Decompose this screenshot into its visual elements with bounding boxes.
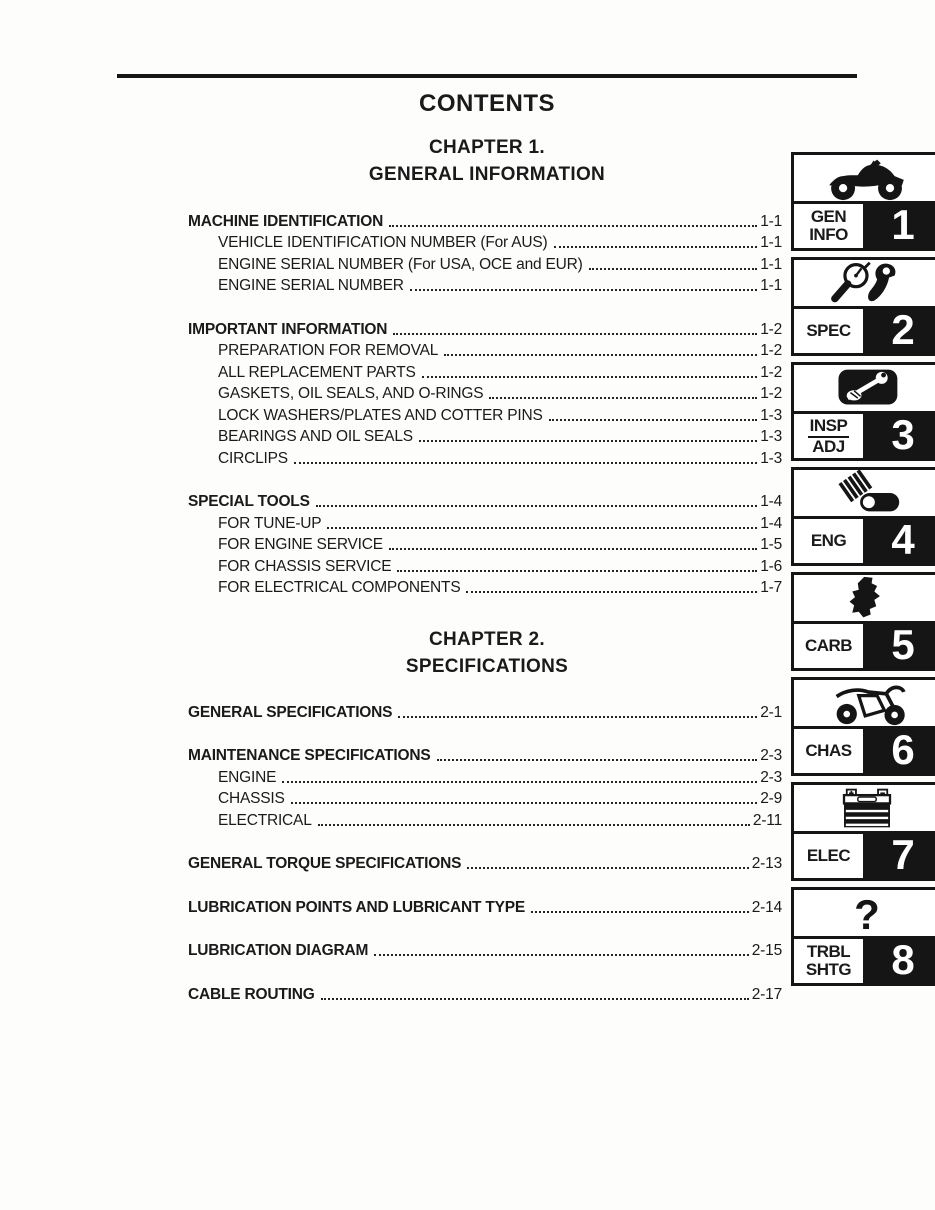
toc-entry-label: ELECTRICAL (218, 811, 312, 829)
toc-entry (188, 939, 782, 961)
page-ref: 2-11 (752, 811, 782, 829)
tab-number: 6 (866, 729, 935, 773)
tab-trbl-shtg (791, 887, 935, 986)
toc-entry (188, 360, 782, 382)
tab-chas (791, 677, 935, 776)
tab-elec (791, 782, 935, 881)
toc-entry-label: FOR CHASSIS SERVICE (218, 557, 392, 575)
toc-entry (188, 895, 782, 917)
chassis-frame-icon (809, 680, 925, 726)
tab-label: CARB (794, 624, 866, 668)
toc-entry-label: GENERAL TORQUE SPECIFICATIONS (188, 855, 462, 872)
page-ref: 1-6 (760, 557, 782, 575)
chapter2-heading-line1: CHAPTER 2. (429, 629, 545, 650)
chapter1-toc (188, 209, 782, 597)
toc-entry-label: CHASSIS (218, 790, 285, 807)
toc-entry-label: ALL REPLACEMENT PARTS (218, 363, 416, 381)
toc-entry-label: SPECIAL TOOLS (188, 493, 310, 510)
hand-wrench-icon (809, 365, 925, 411)
page-ref: 2-15 (751, 942, 782, 959)
page-ref: 1-3 (760, 428, 782, 445)
toc-entry (188, 231, 782, 253)
toc-entry (188, 554, 782, 576)
atv-icon (809, 155, 925, 201)
toc-entry (188, 252, 782, 274)
dot-leader (531, 911, 749, 913)
toc-entry-label: LUBRICATION DIAGRAM (188, 942, 369, 959)
page-ref: 1-1 (760, 234, 782, 251)
dot-leader (389, 225, 757, 227)
page-ref: 1-2 (760, 342, 782, 359)
toc-entry-label: LUBRICATION POINTS AND LUBRICANT TYPE (188, 898, 526, 916)
toc-entry (188, 274, 782, 296)
dot-leader (589, 268, 758, 270)
toc-entry-label: PREPARATION FOR REMOVAL (218, 342, 439, 359)
toc-entry-label: FOR TUNE-UP (218, 514, 322, 532)
dot-leader (554, 246, 758, 248)
dot-leader (282, 781, 757, 783)
dial-gauge-icon (809, 260, 925, 306)
toc-entry-label: CABLE ROUTING (188, 985, 315, 1003)
page-ref: 1-3 (760, 449, 782, 467)
toc-entry-label: IMPORTANT INFORMATION (188, 320, 388, 338)
toc-entry (188, 982, 782, 1004)
toc-entry (188, 382, 782, 404)
dot-leader (327, 527, 757, 529)
toc-entry (188, 339, 782, 361)
tab-number: 7 (866, 834, 935, 878)
tab-number: 1 (866, 204, 935, 248)
page-ref: 2-1 (760, 703, 782, 721)
tab-label: GEN INFO (794, 204, 866, 248)
page-ref: 2-17 (751, 985, 782, 1003)
dot-leader (489, 397, 757, 399)
page-ref: 1-5 (760, 536, 782, 553)
page-ref: 1-2 (760, 363, 782, 381)
toc-entry (188, 808, 782, 830)
dot-leader (318, 824, 750, 826)
tab-number: 8 (866, 939, 935, 983)
toc-entry (188, 446, 782, 468)
dot-leader (316, 505, 757, 507)
toc-entry-label: ENGINE SERIAL NUMBER (218, 277, 404, 294)
toc-entry (188, 765, 782, 787)
tab-number: 5 (866, 624, 935, 668)
tab-label: TRBL SHTG (794, 939, 866, 983)
page-ref: 1-1 (760, 277, 782, 294)
chapter2-heading-line2: SPECIFICATIONS (405, 656, 569, 677)
toc-entry-label: ENGINE (218, 768, 277, 786)
page-ref: 2-3 (760, 768, 782, 786)
dot-leader (419, 440, 757, 442)
dot-leader (444, 354, 757, 356)
chapter-tab-sidebar (791, 152, 935, 992)
dot-leader (389, 548, 757, 550)
toc-entry-label: BEARINGS AND OIL SEALS (218, 428, 413, 445)
toc-entry-label: FOR ENGINE SERVICE (218, 536, 383, 553)
tab-label: ELEC (794, 834, 866, 878)
toc-entry (188, 511, 782, 533)
tab-carb (791, 572, 935, 671)
battery-icon (809, 785, 925, 831)
page-ref: 1-2 (760, 385, 782, 402)
tab-eng (791, 467, 935, 566)
dot-leader (398, 716, 757, 718)
chapter2-heading (117, 626, 857, 680)
dot-leader (422, 376, 758, 378)
dot-leader (437, 759, 758, 761)
toc-entry (188, 209, 782, 231)
dot-leader (291, 802, 758, 804)
chapter2-toc (188, 700, 782, 1004)
toc-entry (188, 787, 782, 809)
chapter1-heading (117, 134, 857, 188)
tab-number: 3 (866, 414, 935, 458)
toc-entry-label: MACHINE IDENTIFICATION (188, 212, 384, 230)
toc-entry-label: ENGINE SERIAL NUMBER (For USA, OCE and EUR) (218, 255, 583, 273)
toc-entry-label: CIRCLIPS (218, 449, 288, 467)
page-ref: 2-13 (751, 855, 782, 872)
page-ref: 1-4 (760, 493, 782, 510)
toc-entry (188, 425, 782, 447)
toc-entry-label: GASKETS, OIL SEALS, AND O-RINGS (218, 385, 484, 402)
toc-entry (188, 744, 782, 766)
toc-entry (188, 490, 782, 512)
page-title: CONTENTS (419, 90, 555, 117)
carburetor-icon (809, 575, 925, 621)
question-mark-icon: ? (854, 891, 880, 936)
engine-cylinder-icon (809, 470, 925, 516)
dot-leader (467, 867, 749, 869)
dot-leader (466, 591, 757, 593)
tab-label: INSP ADJ (794, 414, 866, 458)
toc-entry (188, 852, 782, 874)
page-ref: 2-9 (760, 790, 782, 807)
page-ref: 1-1 (760, 255, 782, 273)
page-ref: 1-2 (760, 320, 782, 338)
toc-entry-label: LOCK WASHERS/PLATES AND COTTER PINS (218, 406, 543, 424)
page-ref: 1-3 (760, 406, 782, 424)
chapter1-heading-line2: GENERAL INFORMATION (368, 164, 606, 185)
tab-insp-adj (791, 362, 935, 461)
toc-entry-label: FOR ELECTRICAL COMPONENTS (218, 579, 461, 596)
page-ref: 2-14 (751, 898, 782, 916)
dot-leader (374, 954, 749, 956)
toc-entry-label: VEHICLE IDENTIFICATION NUMBER (For AUS) (218, 234, 548, 251)
toc-entry-label: GENERAL SPECIFICATIONS (188, 703, 393, 721)
page-ref: 1-1 (760, 212, 782, 230)
page-ref: 1-7 (760, 579, 782, 596)
tab-label: ENG (794, 519, 866, 563)
dot-leader (321, 998, 749, 1000)
dot-leader (294, 462, 757, 464)
toc-entry (188, 317, 782, 339)
dot-leader (393, 333, 757, 335)
toc-entry (188, 533, 782, 555)
dot-leader (397, 570, 757, 572)
tab-gen-info (791, 152, 935, 251)
tab-number: 2 (866, 309, 935, 353)
dot-leader (549, 419, 758, 421)
tab-label: CHAS (794, 729, 866, 773)
tab-number: 4 (866, 519, 935, 563)
header-rule (117, 74, 857, 78)
tab-spec (791, 257, 935, 356)
toc-entry (188, 403, 782, 425)
toc-entry (188, 700, 782, 722)
toc-entry (188, 576, 782, 598)
toc-entry-label: MAINTENANCE SPECIFICATIONS (188, 747, 431, 764)
tab-label: SPEC (794, 309, 866, 353)
page-ref: 1-4 (760, 514, 782, 532)
page-ref: 2-3 (760, 747, 782, 764)
chapter1-heading-line1: CHAPTER 1. (429, 137, 545, 158)
dot-leader (410, 289, 757, 291)
